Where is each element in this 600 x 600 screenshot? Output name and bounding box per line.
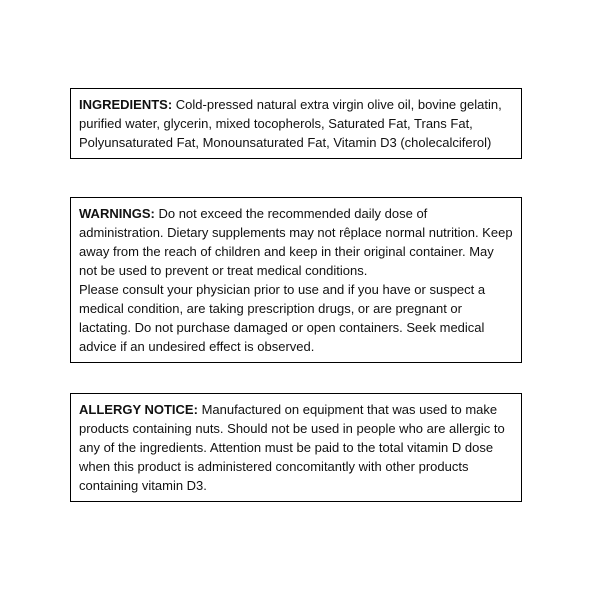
allergy-notice-paragraph bbox=[79, 400, 513, 495]
ingredients-paragraph bbox=[79, 95, 513, 152]
ingredients-text: Cold-pressed natural extra virgin olive oil, bovine gelatin, purified water, glycerin, mixed tocopherols, Saturated Fat, Trans Fat, Polyunsaturated Fat, Monounsaturated Fat, Vitamin D3 (cholecalciferol) bbox=[79, 97, 502, 150]
warnings-paragraph bbox=[79, 204, 513, 356]
warnings-panel bbox=[70, 197, 522, 363]
ingredients-panel bbox=[70, 88, 522, 159]
allergy-notice-heading: ALLERGY NOTICE: bbox=[79, 402, 198, 417]
ingredients-heading: INGREDIENTS: bbox=[79, 97, 173, 112]
warnings-text-continued: Please consult your physician prior to use and if you have or suspect a medical condition, are taking prescription drugs, or are pregnant or lactating. Do not purchase damaged or open containers. Seek medical advice if an undesired effect is observed. bbox=[79, 282, 486, 354]
warnings-text: Do not exceed the recommended daily dose of administration. Dietary supplements may not rêplace normal nutrition. Keep away from the reach of children and keep in their original container. May not be used to prevent or treat medical conditions. bbox=[79, 206, 513, 278]
allergy-notice-text: Manufactured on equipment that was used to make products containing nuts. Should not be used in people who are allergic to any of the ingredients. Attention must be paid to the total vitamin D dose when this product is administered concomitantly with other products containing vitamin D3. bbox=[79, 402, 505, 493]
allergy-notice-panel bbox=[70, 393, 522, 502]
warnings-heading: WARNINGS: bbox=[79, 206, 155, 221]
